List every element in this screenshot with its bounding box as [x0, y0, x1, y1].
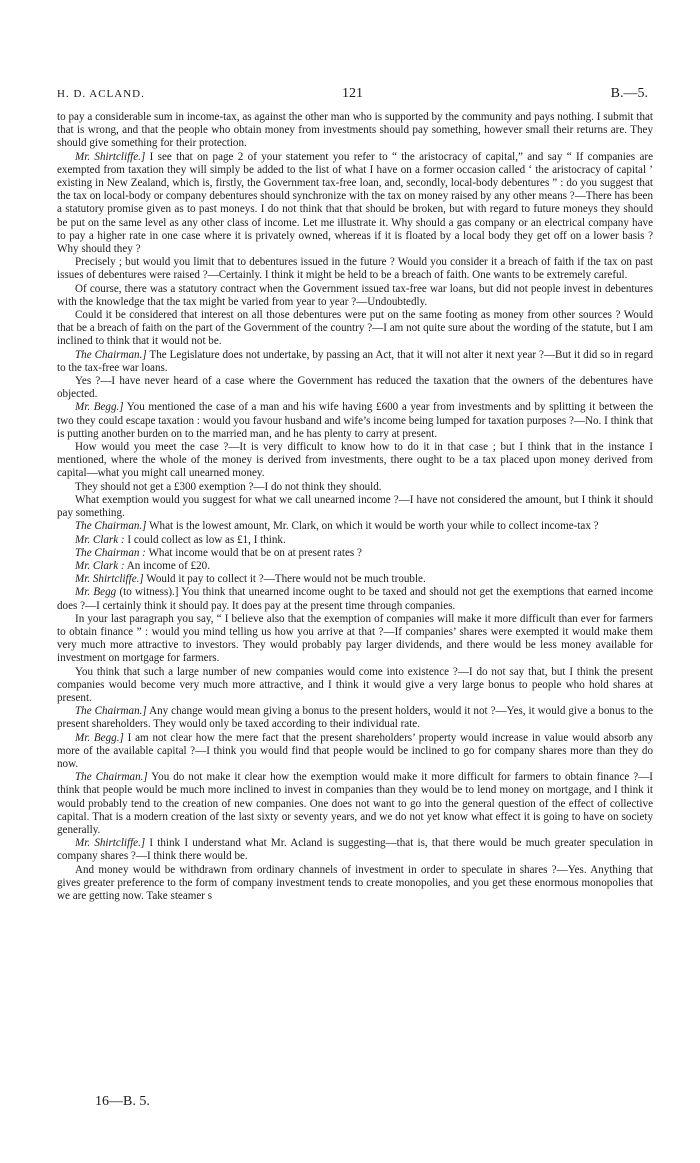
paragraph: [57, 705, 653, 731]
paragraph: [57, 256, 653, 282]
paragraph: [57, 375, 653, 401]
paragraph: [57, 837, 653, 863]
paragraph-text: They should not get a £300 exemption ?—I do not think they should.: [75, 480, 382, 493]
paragraph: [57, 534, 653, 547]
paragraph-text: I think I understand what Mr. Acland is suggesting—that is, that there would be much greater speculation in company shares ?—I think there would be.: [57, 837, 654, 863]
paragraph-text: Any change would mean giving a bonus to the present holders, would it not ?—Yes, it would give a bonus to the present shareholders. They would only be taxed according to their individual rate.: [57, 705, 653, 731]
paragraph-text: You think that such a large number of new companies would come into existence ?—I do not say that, but I think the present companies would become very much more attractive, and I think it would give a very large bonus to people who hold shares at present.: [57, 665, 653, 704]
paragraph: [57, 864, 653, 904]
paragraph: [57, 771, 653, 837]
paragraph-text: I see that on page 2 of your statement you refer to “ the aristocracy of capital,” and say “ If companies are exempted from taxation they will simply be added to the list of what I have on a former occasion called ‘ the aristocracy of capital ’ existing in New Zealand, which is, firstly, the Government tax-free loan, and, secondly, local-body debentures ” : do you suggest that the tax on local-body or company debentures should synchronize with the tax on money raised by any other means ?—There has been a statutory promise given as to past moneys. I do not think that that should be broken, but with regard to future moneys they should be put on the same level as any other class of income. Let me illustrate it. Why should a gas company or an electrical company have to pay a higher rate in one case where it is privately owned, whereas if it is floated by a local body they get off on a lower basis ? Why should they ?: [57, 150, 653, 256]
paragraph-text: Yes ?—I have never heard of a case where the Government has reduced the taxation that the owners of the debentures have objected.: [57, 375, 653, 401]
speaker-label: The Chairman.]: [75, 705, 147, 718]
speaker-label: Mr. Clark :: [75, 559, 125, 572]
paragraph: [57, 732, 653, 772]
speaker-label: Mr. Begg.]: [75, 731, 124, 744]
speaker-label: Mr. Shirtcliffe.]: [75, 150, 146, 163]
paragraph-text: You mentioned the case of a man and his wife having £600 a year from investments and by splitting it between the two they could escape taxation : would you favour husband and wife’s income being lumped for taxation purposes ?—No. I think that is putting another burden on to the married man, and he has plenty to carry at present.: [57, 401, 653, 440]
paragraph-text: Could it be considered that interest on all those debentures were put on the same footing as money from other sources ? Would that be a breach of faith on the part of the Government of the country ?—I am not quite sure about the wording of the statute, but I am inclined to think that it would not be.: [57, 309, 653, 348]
speaker-label: Mr. Shirtcliffe.]: [75, 573, 144, 586]
paragraph-text: You do not make it clear how the exemption would make it more difficult for farmers to obtain finance ?—I think that people would be much more inclined to invest in companies than they would be to lend money on mortgage, and I think it would probably tend to the creation of new companies. One does not want to go into the general question of the effect of collective capital. That is a modern creation of the last sixty or seventy years, and we do not yet know what effect it is going to have on society generally.: [57, 771, 653, 836]
paragraph-text: I am not clear how the mere fact that the present shareholders’ property would increase in value would absorb any more of the available capital ?—I think you would find that people would be inclined to go for company shares more than they do now.: [57, 731, 654, 770]
paragraph: [57, 494, 653, 520]
paragraph: [57, 560, 653, 573]
paragraph: [57, 520, 653, 533]
paragraph: [57, 309, 653, 349]
paragraph-text: What exemption would you suggest for what we call unearned income ?—I have not considered the amount, but I think it should pay something.: [57, 493, 653, 520]
paragraph-text: The Legislature does not undertake, by passing an Act, that it will not alter it next year ?—But it did so in regard to the tax-free war loans.: [57, 348, 653, 374]
paragraph-text: (to witness).] You think that unearned income ought to be taxed and should not get the exemptions that earned income does ?—I certainly think it should pay. It does pay at the present time through companies.: [57, 586, 653, 612]
speaker-label: Mr. Clark :: [75, 533, 125, 546]
paragraph-text: And money would be withdrawn from ordinary channels of investment in order to speculate in shares ?—Yes. Anything that gives greater preference to the form of company investment tends to create monopolies, and you get these enormous monopolies that we are getting now. Take steamer s: [57, 863, 653, 902]
header-witness-name: H. D. ACLAND.: [57, 88, 145, 100]
speaker-label: Mr. Begg.]: [75, 401, 124, 414]
speaker-label: The Chairman.]: [75, 520, 147, 533]
paragraph: [57, 283, 653, 309]
paragraph-text: I could collect as low as £1, I think.: [124, 533, 286, 546]
paragraph-text: How would you meet the case ?—It is very difficult to know how to do it in that case ; but I think that in the instance I mentioned, where the whole of the money is derived from investments, there ought to be a tax placed upon money derived from capital—what you might call unearned money.: [57, 441, 653, 480]
page-header: [57, 86, 648, 106]
paragraph: [57, 666, 653, 706]
page-number: 121: [342, 86, 363, 101]
paragraph-text: In your last paragraph you say, “ I believe also that the exemption of companies will make it more difficult than ever for farmers to obtain finance ” : would you mind telling us how you arrive at that ?—If companies’ shares were exempted it would make them very much more attractive to investors. They would probably pay larger dividends, and there would be less money available for investment on mortgage for farmers.: [57, 612, 653, 665]
paragraph-text: What income would that be on at present rates ?: [145, 546, 362, 559]
speaker-label: Mr. Begg: [75, 586, 117, 599]
speaker-label: The Chairman.]: [75, 348, 147, 361]
paragraph: [57, 481, 653, 494]
paragraph-text: Precisely ; but would you limit that to debentures issued in the future ? Would you consider it a breach of faith if the tax on past issues of debentures were raised ?—Certainly. I think it might be held to be a breach of faith. One wants to be extremely careful.: [57, 256, 653, 282]
speaker-label: The Chairman :: [75, 546, 146, 559]
paragraph: [57, 151, 653, 257]
paragraph-text: Would it pay to collect it ?—There would not be much trouble.: [143, 573, 426, 586]
paragraph: [57, 547, 653, 560]
speaker-label: Mr. Shirtcliffe.]: [75, 837, 146, 850]
paragraph-text: Of course, there was a statutory contract when the Government issued tax-free war loans, but did not people invest in debentures with the knowledge that the tax might be varied from year to year ?—Undoubtedly.: [57, 282, 653, 308]
speaker-label: The Chairman.]: [75, 771, 148, 784]
paragraph: [57, 401, 653, 441]
paragraph-text: An income of £20.: [124, 559, 210, 572]
sheet-signature: 16—B. 5.: [95, 1094, 150, 1109]
paragraph: [57, 573, 653, 586]
document-body: [57, 111, 653, 903]
paragraph-text: to pay a considerable sum in income-tax, as against the other man who is supported by the community and pays nothing. I submit that that is wrong, and that the people who obtain money from investments should pay something, however small their returns are. They should give something for their protection.: [57, 111, 653, 150]
paragraph: [57, 111, 653, 151]
paragraph: [57, 441, 653, 481]
paragraph: [57, 613, 653, 666]
paragraph: [57, 349, 653, 375]
document-reference: B.—5.: [610, 86, 648, 101]
paragraph: [57, 586, 653, 612]
paragraph-text: What is the lowest amount, Mr. Clark, on which it would be worth your while to collect income-tax ?: [146, 520, 599, 533]
